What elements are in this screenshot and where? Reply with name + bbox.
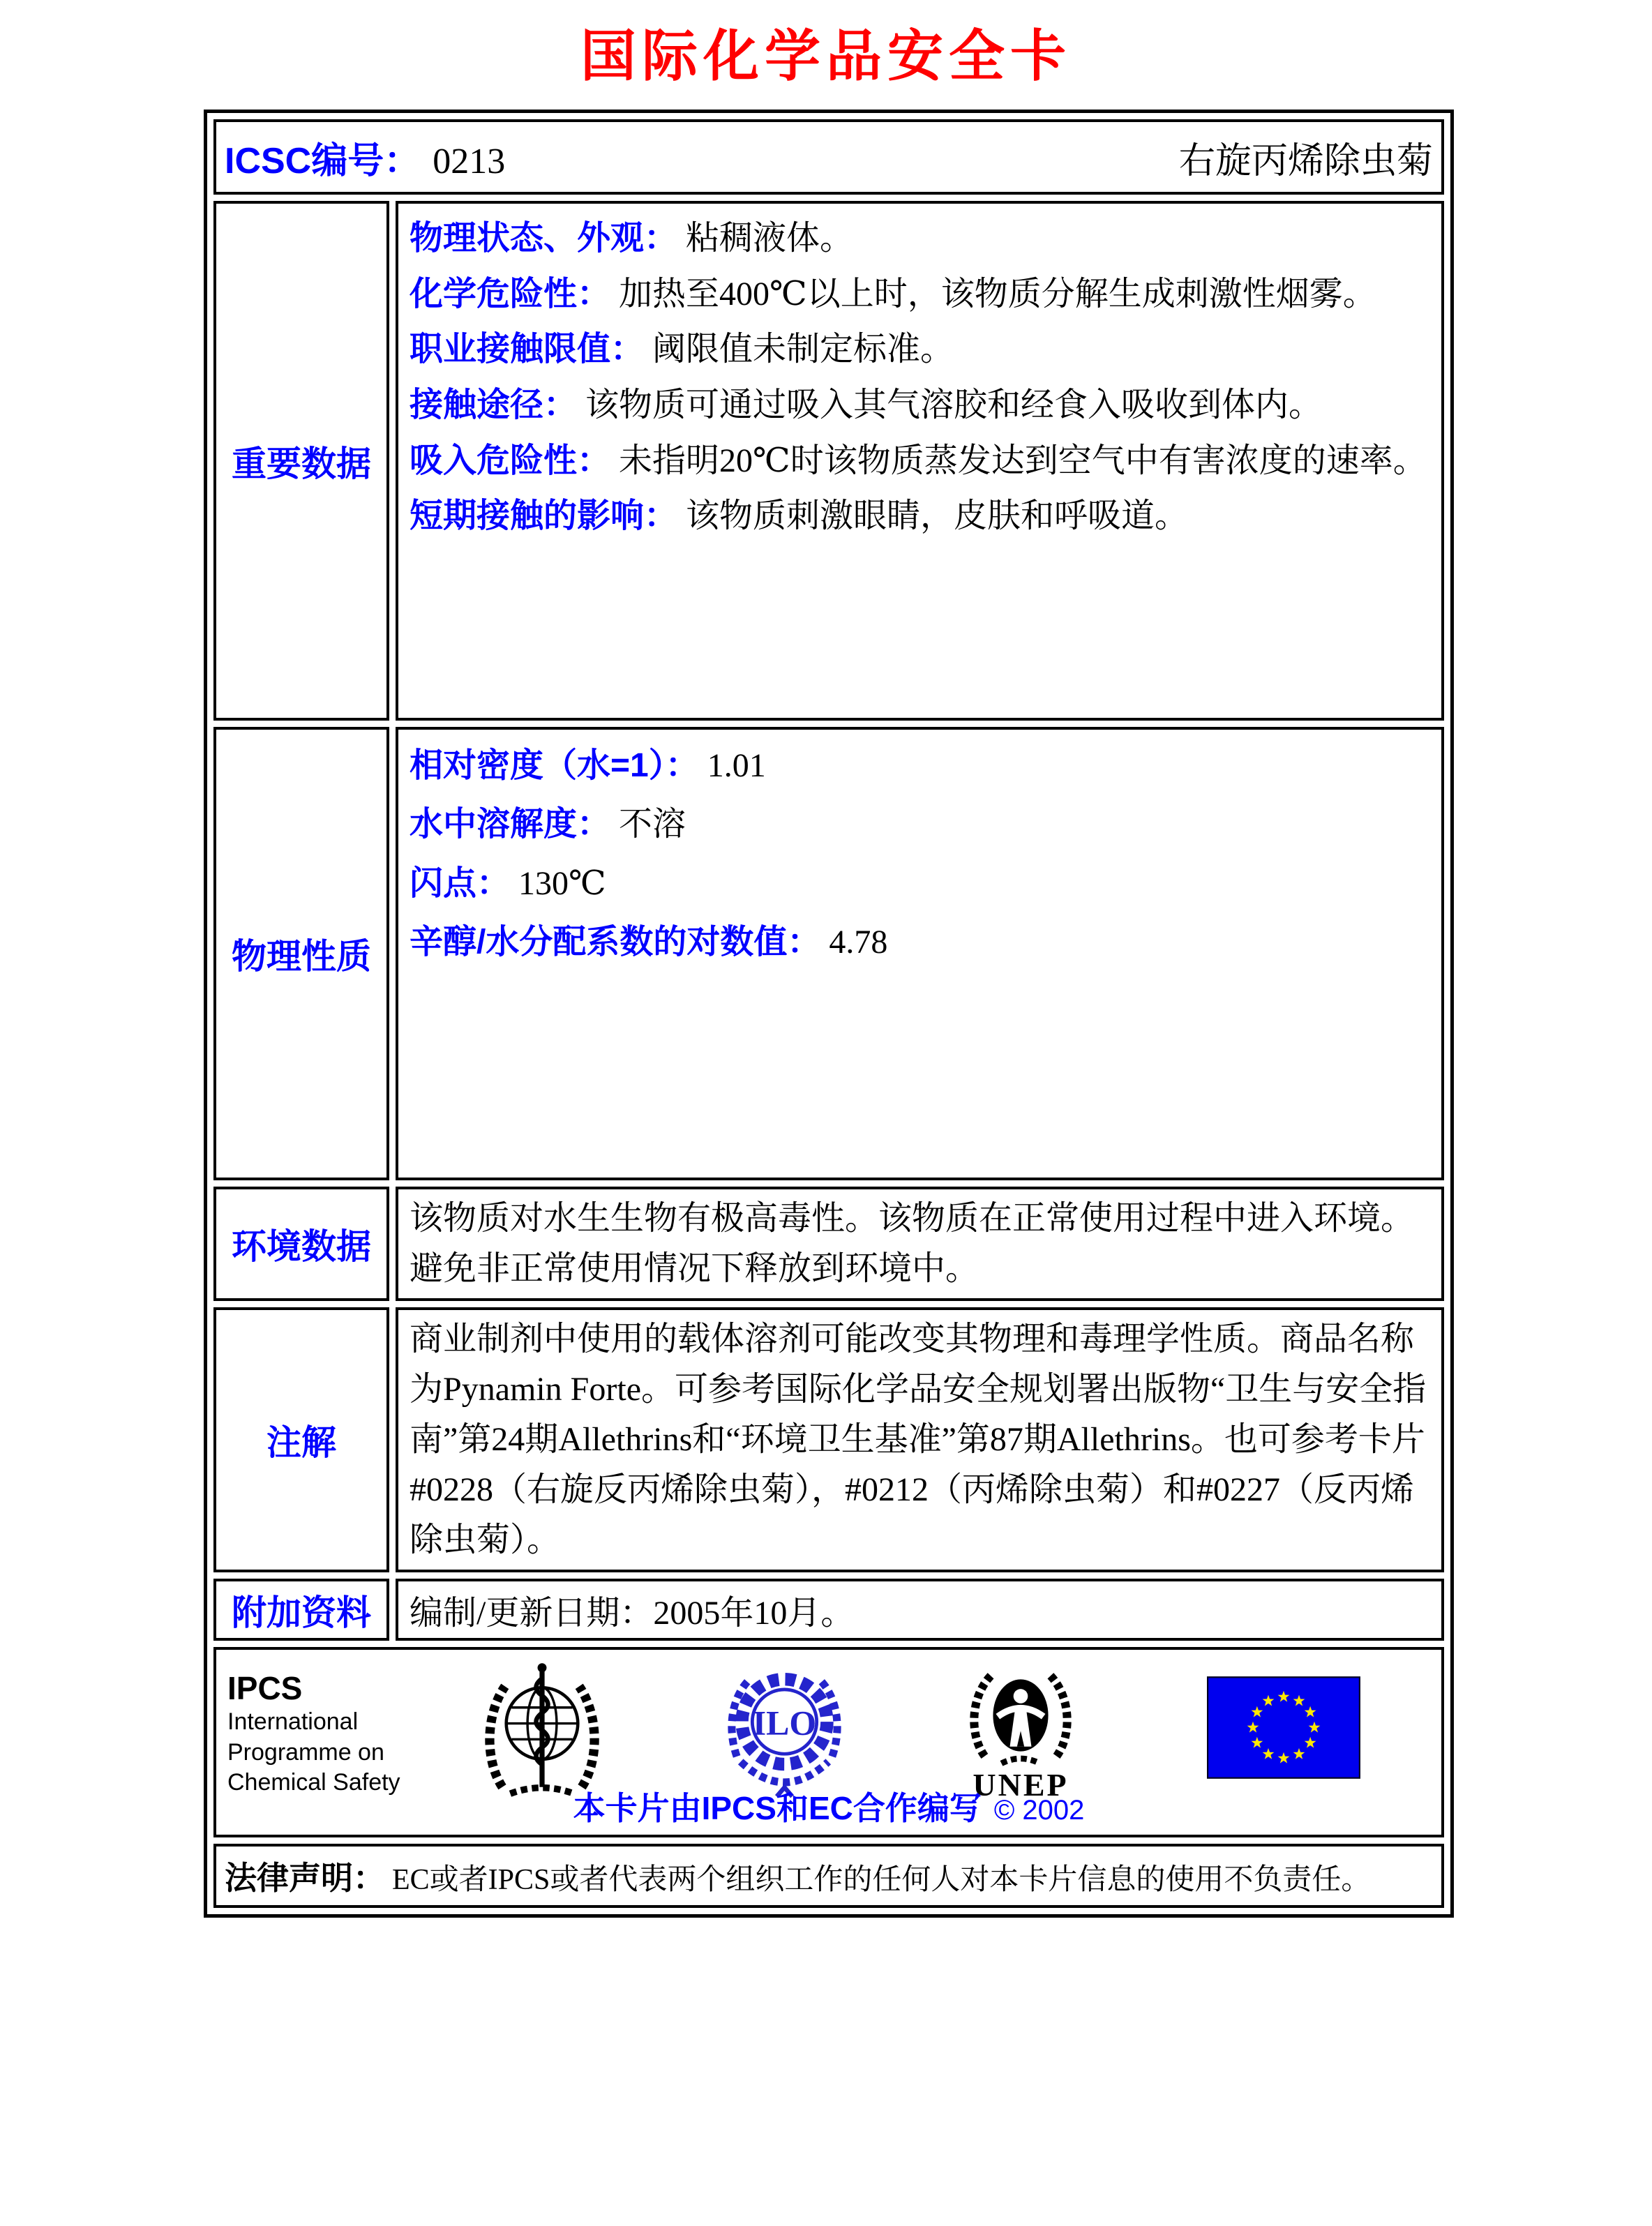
additional-info-content: [396, 1579, 1444, 1641]
field-water-solubility: [410, 795, 1430, 854]
notes-content: [396, 1307, 1444, 1572]
icsc-card-table: [204, 110, 1454, 1918]
notes-row: [213, 1307, 1444, 1572]
svg-text:ILO: ILO: [752, 1704, 817, 1743]
field-value: 该物质可通过吸入其气溶胶和经食入吸收到体内。: [585, 386, 1323, 424]
field-value: 4.78: [829, 924, 888, 961]
notes-text: 商业制剂中使用的载体溶剂可能改变其物理和毒理学性质。商品名称为Pynamin Forte。可参考国际化学品安全规划署出版物“卫生与安全指南”第24期Allethrins和“环境卫生基准”第87期Allethrins。也可参考卡片#0228（右旋反丙烯除虫菊），#0212（丙烯除虫菊）和#0227（反丙烯除虫菊）。: [410, 1321, 1427, 1558]
field-value: 未指明20℃时该物质蒸发达到空气中有害浓度的速率。: [619, 442, 1427, 479]
unep-logo-block: [957, 1662, 1084, 1803]
field-physical-state: [410, 211, 1430, 266]
physical-properties-row: [213, 727, 1444, 1180]
substance-name: 右旋丙烯除虫菊: [1178, 141, 1433, 181]
field-value: 1.01: [707, 747, 766, 784]
additional-info-text: 编制/更新日期：2005年10月。: [410, 1595, 855, 1632]
logos-cell: [213, 1647, 1444, 1837]
ipcs-acronym: IPCS: [227, 1670, 303, 1706]
field-label: 化学危险性：: [410, 275, 611, 313]
legal-text: EC或者IPCS或者代表两个组织工作的任何人对本卡片信息的使用不负责任。: [392, 1864, 1371, 1896]
icsc-number-value: 0213: [433, 141, 506, 181]
copyright-text: © 2002: [993, 1795, 1085, 1826]
physical-properties-label: 物理性质: [213, 727, 389, 1180]
field-log-pow: [410, 913, 1430, 972]
field-label: 接触途径：: [410, 386, 578, 424]
ipcs-line2: Programme on: [227, 1738, 384, 1766]
environmental-data-content: [396, 1187, 1444, 1301]
field-short-term-effects: [410, 488, 1430, 544]
important-data-label: 重要数据: [213, 201, 389, 721]
field-label: 物理状态、外观：: [410, 220, 678, 257]
field-value: 130℃: [518, 864, 606, 902]
physical-properties-content: [396, 727, 1444, 1180]
unep-wordmark: UNEP: [973, 1767, 1069, 1803]
field-label: 相对密度（水=1）：: [410, 747, 699, 784]
notes-label: 注解: [213, 1307, 389, 1572]
important-data-content: [396, 201, 1444, 721]
eu-flag-icon: [1207, 1676, 1360, 1782]
field-inhalation-risk: [410, 433, 1430, 489]
header-row: [213, 119, 1444, 195]
ipcs-block: [227, 1669, 400, 1798]
field-label: 辛醇/水分配系数的对数值：: [410, 924, 821, 961]
field-flash-point: [410, 855, 1430, 913]
legal-label: 法律声明：: [225, 1860, 385, 1896]
field-label: 职业接触限值：: [410, 331, 645, 368]
environmental-data-text: 该物质对水生生物有极高毒性。该物质在正常使用过程中进入环境。避免非正常使用情况下释放到环境中。: [410, 1200, 1415, 1287]
field-label: 水中溶解度：: [410, 806, 611, 843]
field-value: 该物质刺激眼睛，皮肤和呼吸道。: [686, 497, 1189, 535]
field-label: 闪点：: [410, 864, 511, 902]
important-data-row: [213, 201, 1444, 721]
caption-text: 本卡片由IPCS和EC合作编写: [573, 1790, 982, 1826]
field-exposure-routes: [410, 377, 1430, 433]
environmental-data-row: [213, 1187, 1444, 1301]
legal-cell: [213, 1844, 1444, 1908]
icsc-number-label: ICSC编号：: [225, 140, 421, 181]
legal-row: [213, 1844, 1444, 1908]
field-occupational-limit: [410, 322, 1430, 377]
field-label: 吸入危险性：: [410, 442, 611, 479]
additional-info-row: [213, 1579, 1444, 1641]
field-relative-density: [410, 737, 1430, 795]
logos-row: [213, 1647, 1444, 1837]
header-cell: [213, 119, 1444, 195]
icsc-number-group: [225, 131, 505, 183]
field-value: 加热至400℃以上时，该物质分解生成刺激性烟雾。: [619, 275, 1376, 313]
environmental-data-label: 环境数据: [213, 1187, 389, 1301]
field-label: 短期接触的影响：: [410, 497, 678, 535]
field-chemical-danger: [410, 266, 1430, 322]
ipcs-line3: Chemical Safety: [227, 1769, 400, 1796]
additional-info-label: 附加资料: [213, 1579, 389, 1641]
ipcs-line1: International: [227, 1708, 359, 1735]
page-title: 国际化学品安全卡: [580, 27, 1072, 88]
field-value: 粘稠液体。: [686, 220, 854, 257]
field-value: 阈限值未制定标准。: [652, 331, 954, 368]
cooperation-caption: [216, 1783, 1441, 1829]
field-value: 不溶: [619, 806, 686, 843]
